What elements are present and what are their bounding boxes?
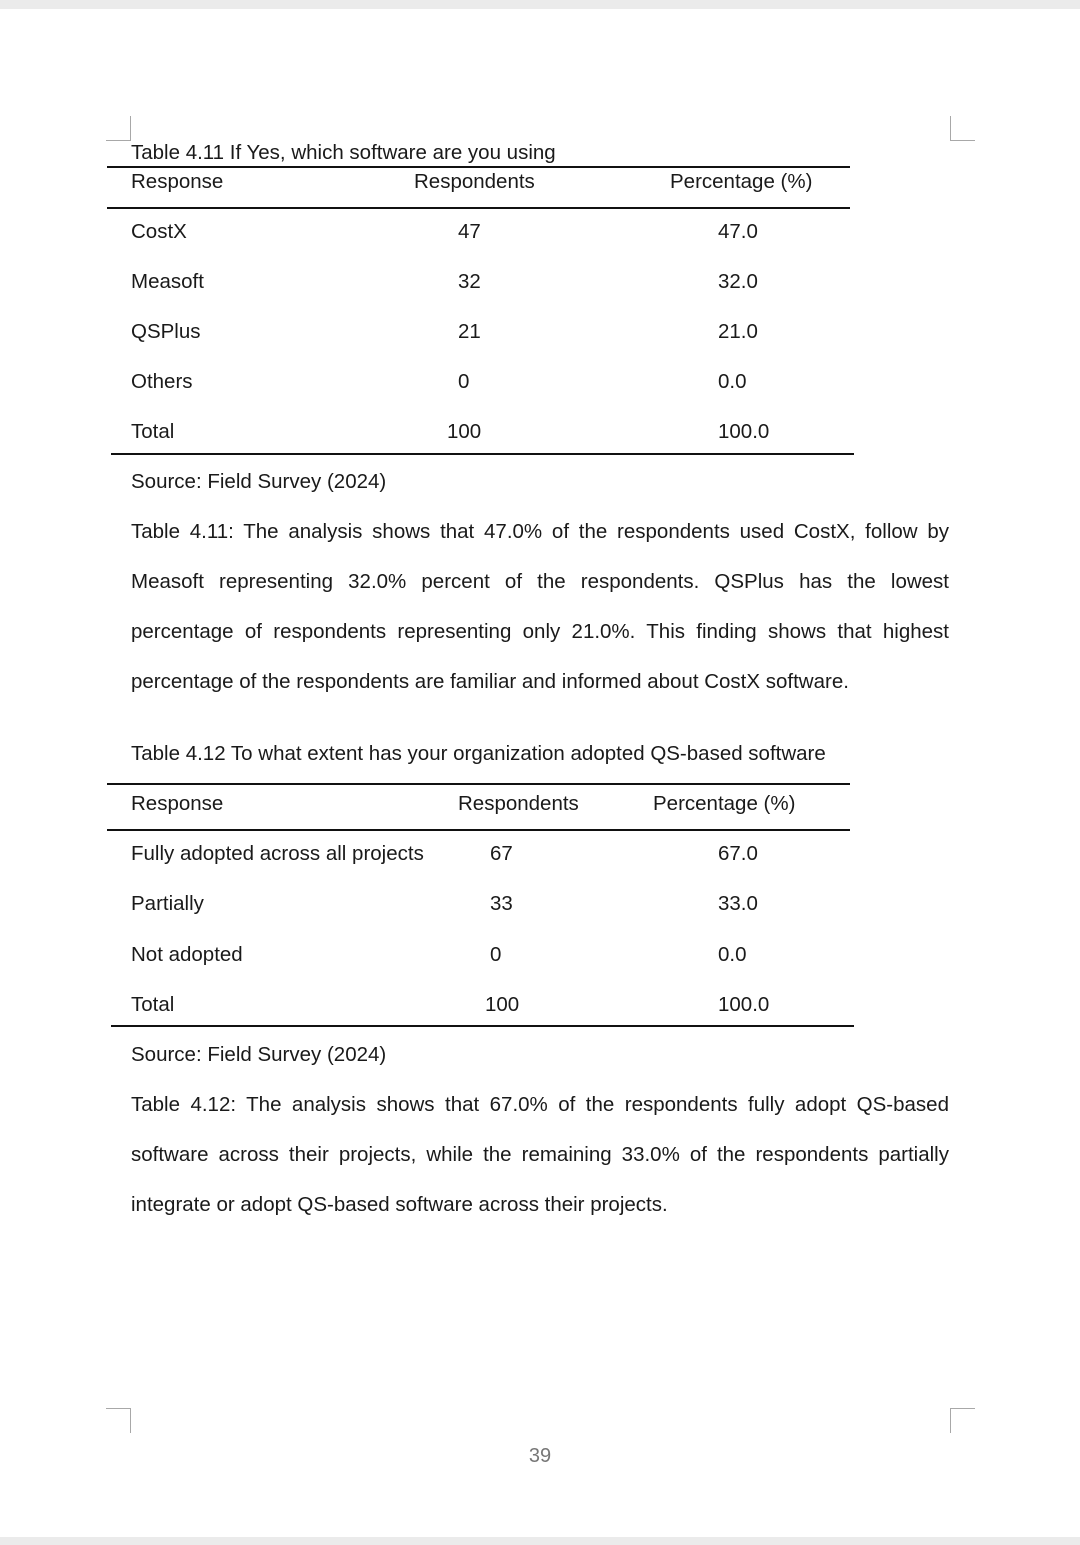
source-text: Field Survey (2024) [201,470,387,493]
table2-row-count: 67 [490,842,513,865]
table1-analysis-paragraph [131,507,949,707]
table2-row-percent: 67.0 [718,842,758,865]
table1-header-respondents: Respondents [414,170,535,193]
table1-row-label: Measoft [131,270,204,293]
table1-row-count: 47 [458,220,481,243]
paragraph-lead: Table 4.12: [131,1093,237,1116]
paragraph-text: The analysis shows that 67.0% of the respondents fully adopt QS-based software across their projects, while the remaining 33.0% of the respondents partially integrate or adopt QS-based software across their projects. [131,1093,949,1216]
table2-header-respondents: Respondents [458,792,579,815]
table1-top-rule [107,166,850,168]
top-edge [0,0,1080,9]
table1-row-label: CostX [131,220,187,243]
table2-header-percentage: Percentage (%) [653,792,796,815]
table1-source [131,470,386,494]
table1-total-percent: 100.0 [718,420,770,443]
table2-total-percent: 100.0 [718,993,770,1016]
table2-total-count: 100 [485,993,520,1016]
table1-total-count: 100 [447,420,482,443]
table2-top-rule [107,783,850,785]
table1-header-rule [107,207,850,209]
table1-row-count: 0 [458,370,470,393]
page-number: 39 [528,1445,552,1467]
table1-total-label: Total [131,420,175,443]
table2-total-label: Total [131,993,175,1016]
table2-row-label: Partially [131,892,204,915]
table1-bottom-rule [111,453,854,455]
table2-row-percent: 33.0 [718,892,758,915]
table1-row-percent: 0.0 [718,370,747,393]
table1-caption: Table 4.11 If Yes, which software are you using [131,141,556,164]
crop-mark-bottom-right [950,1408,975,1433]
bottom-edge [0,1537,1080,1545]
table1-row-percent: 47.0 [718,220,758,243]
table2-row-label: Fully adopted across all projects [131,842,424,865]
table2-row-percent: 0.0 [718,943,747,966]
table2-row-count: 33 [490,892,513,915]
table1-row-count: 21 [458,320,481,343]
table1-header-percentage: Percentage (%) [670,170,813,193]
table1-row-label: QSPlus [131,320,201,343]
table1-row-percent: 32.0 [718,270,758,293]
table2-row-count: 0 [490,943,502,966]
paragraph-lead: Table 4.11: [131,520,234,543]
table2-caption: Table 4.12 To what extent has your organization adopted QS-based software [131,742,826,765]
table2-analysis-paragraph [131,1080,949,1230]
crop-mark-top-right [950,116,975,141]
table1-row-count: 32 [458,270,481,293]
table1-row-label: Others [131,370,193,393]
crop-mark-bottom-left [106,1408,131,1433]
table2-source [131,1043,386,1067]
source-label: Source: [131,470,202,493]
table2-header-rule [107,829,850,831]
table2-bottom-rule [111,1025,854,1027]
source-text: Field Survey (2024) [201,1043,387,1066]
table1-row-percent: 21.0 [718,320,758,343]
table1-header-response: Response [131,170,224,193]
paragraph-text: The analysis shows that 47.0% of the respondents used CostX, follow by Measoft representing 32.0% percent of the respondents. QSPlus has the lowest percentage of respondents representing only 21.0%. This finding shows that highest percentage of the respondents are familiar and informed about CostX software. [131,520,950,693]
source-label: Source: [131,1043,202,1066]
table2-header-response: Response [131,792,224,815]
crop-mark-top-left [106,116,131,141]
table2-row-label: Not adopted [131,943,243,966]
